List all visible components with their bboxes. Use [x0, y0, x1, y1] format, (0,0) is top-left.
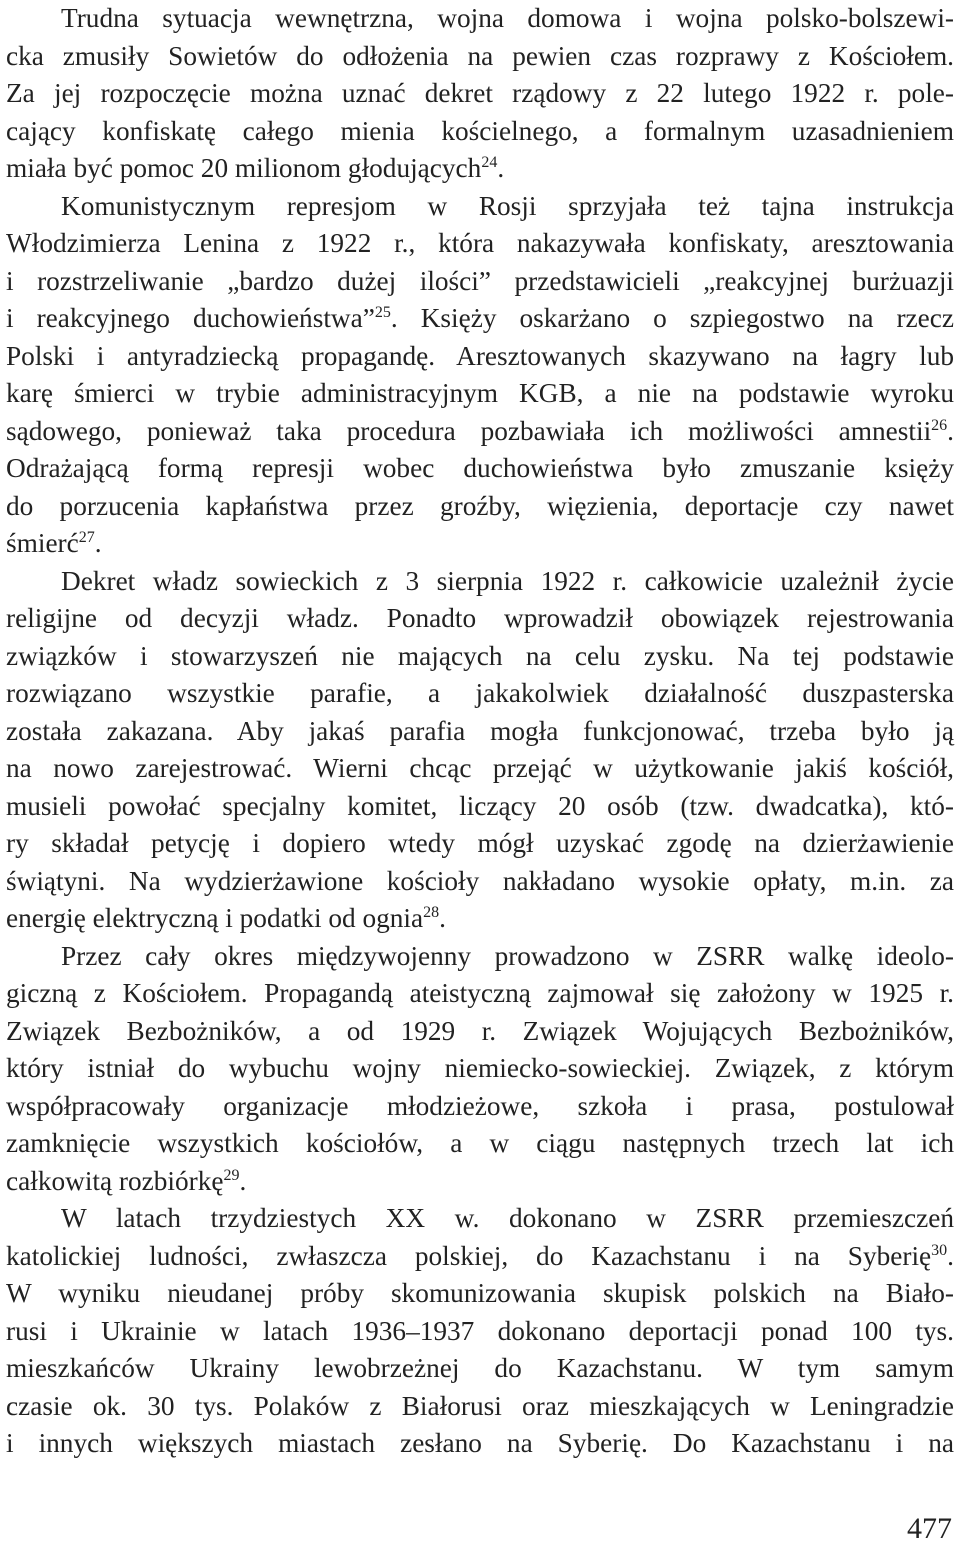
- text-line: [6, 640, 954, 672]
- text-line: [6, 790, 954, 822]
- text-line: [6, 415, 954, 447]
- text-line: [6, 677, 954, 709]
- text-line: [6, 1165, 954, 1197]
- line-text: sądowego, ponieważ taka procedura pozbawiała ich możliwości amnestii: [6, 415, 932, 446]
- line-text: czasie ok. 30 tys. Polaków z Białorusi oraz mieszkających w Leningradzie: [6, 1390, 954, 1421]
- text-line: [6, 302, 954, 334]
- text-line: [6, 1015, 954, 1047]
- text-line: [6, 40, 954, 72]
- line-text: musieli powołać specjalny komitet, liczący 20 osób (tzw. dwadcatka), któ-: [6, 790, 954, 821]
- line-text: karę śmierci w trybie administracyjnym KGB, a nie na podstawie wyroku: [6, 378, 954, 408]
- line-text-tail: .: [439, 903, 446, 933]
- text-line: [6, 1352, 954, 1384]
- line-text: miała być pomoc 20 milionom głodujących: [6, 153, 482, 183]
- line-text-tail: . Księży oskarżano o szpiegostwo na rzecz: [390, 303, 954, 333]
- line-text-tail: .: [94, 528, 102, 558]
- text-line: [6, 77, 954, 109]
- line-text: Włodzimierza Lenina z 1922 r., która nakazywała konfiskaty, aresztowania: [6, 228, 954, 258]
- line-text: Za jej rozpoczęcie można uznać dekret rządowy z 22 lutego 1922 r. pole-: [6, 78, 954, 108]
- text-line: [6, 1390, 954, 1422]
- line-text: W latach trzydziestych XX w. dokonano w ZSRR przemieszczeń: [61, 1203, 954, 1233]
- line-text-tail: .: [947, 415, 954, 446]
- footnote-reference: 27: [78, 529, 95, 546]
- text-line: [6, 1090, 954, 1122]
- text-line: [6, 227, 954, 259]
- text-line: [6, 602, 954, 634]
- text-line: [6, 565, 954, 597]
- line-text-tail: .: [497, 153, 505, 183]
- line-text: cający konfiskatę całego mienia kościelnego, a formalnym uzasadnieniem: [6, 115, 954, 146]
- line-text: została zakazana. Aby jakaś parafia mogła funkcjonować, trzeba było ją: [6, 715, 954, 746]
- text-line: [6, 1315, 954, 1347]
- footnote-reference: 30: [931, 1241, 948, 1259]
- line-text: katolickiej ludności, zwłaszcza polskiej, do Kazachstanu i na Syberię: [6, 1240, 932, 1271]
- footnote-reference: 25: [374, 304, 391, 321]
- line-text: Odrażającą formą represji wobec duchowieństwa było zmuszanie księży: [6, 453, 954, 483]
- text-line: [6, 1277, 954, 1309]
- text-line: [6, 865, 954, 897]
- line-text: śmierć: [6, 528, 79, 558]
- page-number: 477: [907, 1512, 952, 1545]
- footnote-reference: 28: [423, 904, 440, 921]
- line-text: i rozstrzeliwanie „bardzo dużej ilości” przedstawicieli „reakcyjnej burżuazji: [6, 265, 954, 296]
- footnote-reference: 29: [223, 1166, 240, 1184]
- text-line: [6, 190, 954, 222]
- text-line: [6, 115, 954, 147]
- text-line: [6, 1427, 954, 1459]
- line-text: całkowitą rozbiórkę: [6, 1165, 224, 1196]
- text-line: [6, 340, 954, 372]
- text-line: [6, 715, 954, 747]
- line-text: Dekret władz sowieckich z 3 sierpnia 1922 r. całkowicie uzależnił życie: [61, 565, 954, 596]
- line-text: cka zmusiły Sowietów do odłożenia na pewien czas rozprawy z Kościołem.: [6, 40, 954, 71]
- text-line: [6, 1240, 954, 1272]
- line-text: religijne od decyzji władz. Ponadto wprowadził obowiązek rejestrowania: [6, 603, 954, 633]
- text-line: [6, 1052, 954, 1084]
- text-line: [6, 2, 954, 34]
- text-line: [6, 152, 954, 184]
- line-text: który istniał do wybuchu wojny niemiecko-sowieckiej. Związek, z którym: [6, 1053, 954, 1083]
- line-text: Przez cały okres międzywojenny prowadzono w ZSRR walkę ideolo-: [61, 940, 954, 971]
- line-text: energię elektryczną i podatki od ognia: [6, 903, 424, 933]
- text-line: [6, 527, 954, 559]
- text-line: [6, 377, 954, 409]
- text-line: [6, 1127, 954, 1159]
- line-text: związków i stowarzyszeń nie mających na celu zysku. Na tej podstawie: [6, 640, 954, 671]
- line-text: zamknięcie wszystkich kościołów, a w ciągu następnych trzech lat ich: [6, 1128, 954, 1158]
- line-text: na nowo zarejestrować. Wierni chcąc przejąć w użytkowanie jakiś kościół,: [6, 753, 954, 783]
- line-text-tail: .: [947, 1240, 954, 1271]
- line-text: do porzucenia kapłaństwa przez groźby, więzienia, deportacje czy nawet: [6, 490, 954, 521]
- line-text: i innych większych miastach zesłano na Syberię. Do Kazachstanu i na: [6, 1428, 954, 1458]
- text-line: [6, 452, 954, 484]
- line-text: rozwiązano wszystkie parafie, a jakakolwiek działalność duszpasterska: [6, 678, 954, 708]
- line-text: Związek Bezbożników, a od 1929 r. Związek Wojujących Bezbożników,: [6, 1015, 954, 1046]
- line-text: świątyni. Na wydzierżawione kościoły nakładano wysokie opłaty, m.in. za: [6, 865, 954, 896]
- line-text: współpracowały organizacje młodzieżowe, szkoła i prasa, postulował: [6, 1090, 954, 1121]
- line-text: W wyniku nieudanej próby skomunizowania skupisk polskich na Biało-: [6, 1278, 954, 1308]
- text-line: [6, 902, 954, 934]
- line-text: mieszkańców Ukrainy lewobrzeżnej do Kazachstanu. W tym samym: [6, 1353, 954, 1383]
- line-text: rusi i Ukrainie w latach 1936–1937 dokonano deportacji ponad 100 tys.: [6, 1315, 954, 1346]
- line-text-tail: .: [239, 1165, 247, 1196]
- footnote-reference: 24: [481, 154, 498, 171]
- text-line: [6, 977, 954, 1009]
- line-text: Polski i antyradziecką propagandę. Aresztowanych skazywano na łagry lub: [6, 340, 954, 371]
- text-line: [6, 265, 954, 297]
- footnote-reference: 26: [931, 416, 948, 434]
- text-line: [6, 752, 954, 784]
- line-text: ry składał petycję i dopiero wtedy mógł uzyskać zgodę na dzierżawienie: [6, 828, 954, 858]
- text-line: [6, 940, 954, 972]
- text-line: [6, 490, 954, 522]
- text-line: [6, 1202, 954, 1234]
- line-text: Komunistycznym represjom w Rosji sprzyjała też tajna instrukcja: [61, 190, 954, 221]
- line-text: giczną z Kościołem. Propagandą ateistyczną zajmował się założony w 1925 r.: [6, 978, 954, 1008]
- line-text: i reakcyjnego duchowieństwa”: [6, 303, 375, 333]
- text-line: [6, 827, 954, 859]
- line-text: Trudna sytuacja wewnętrzna, wojna domowa i wojna polsko-bolszewi-: [61, 3, 954, 33]
